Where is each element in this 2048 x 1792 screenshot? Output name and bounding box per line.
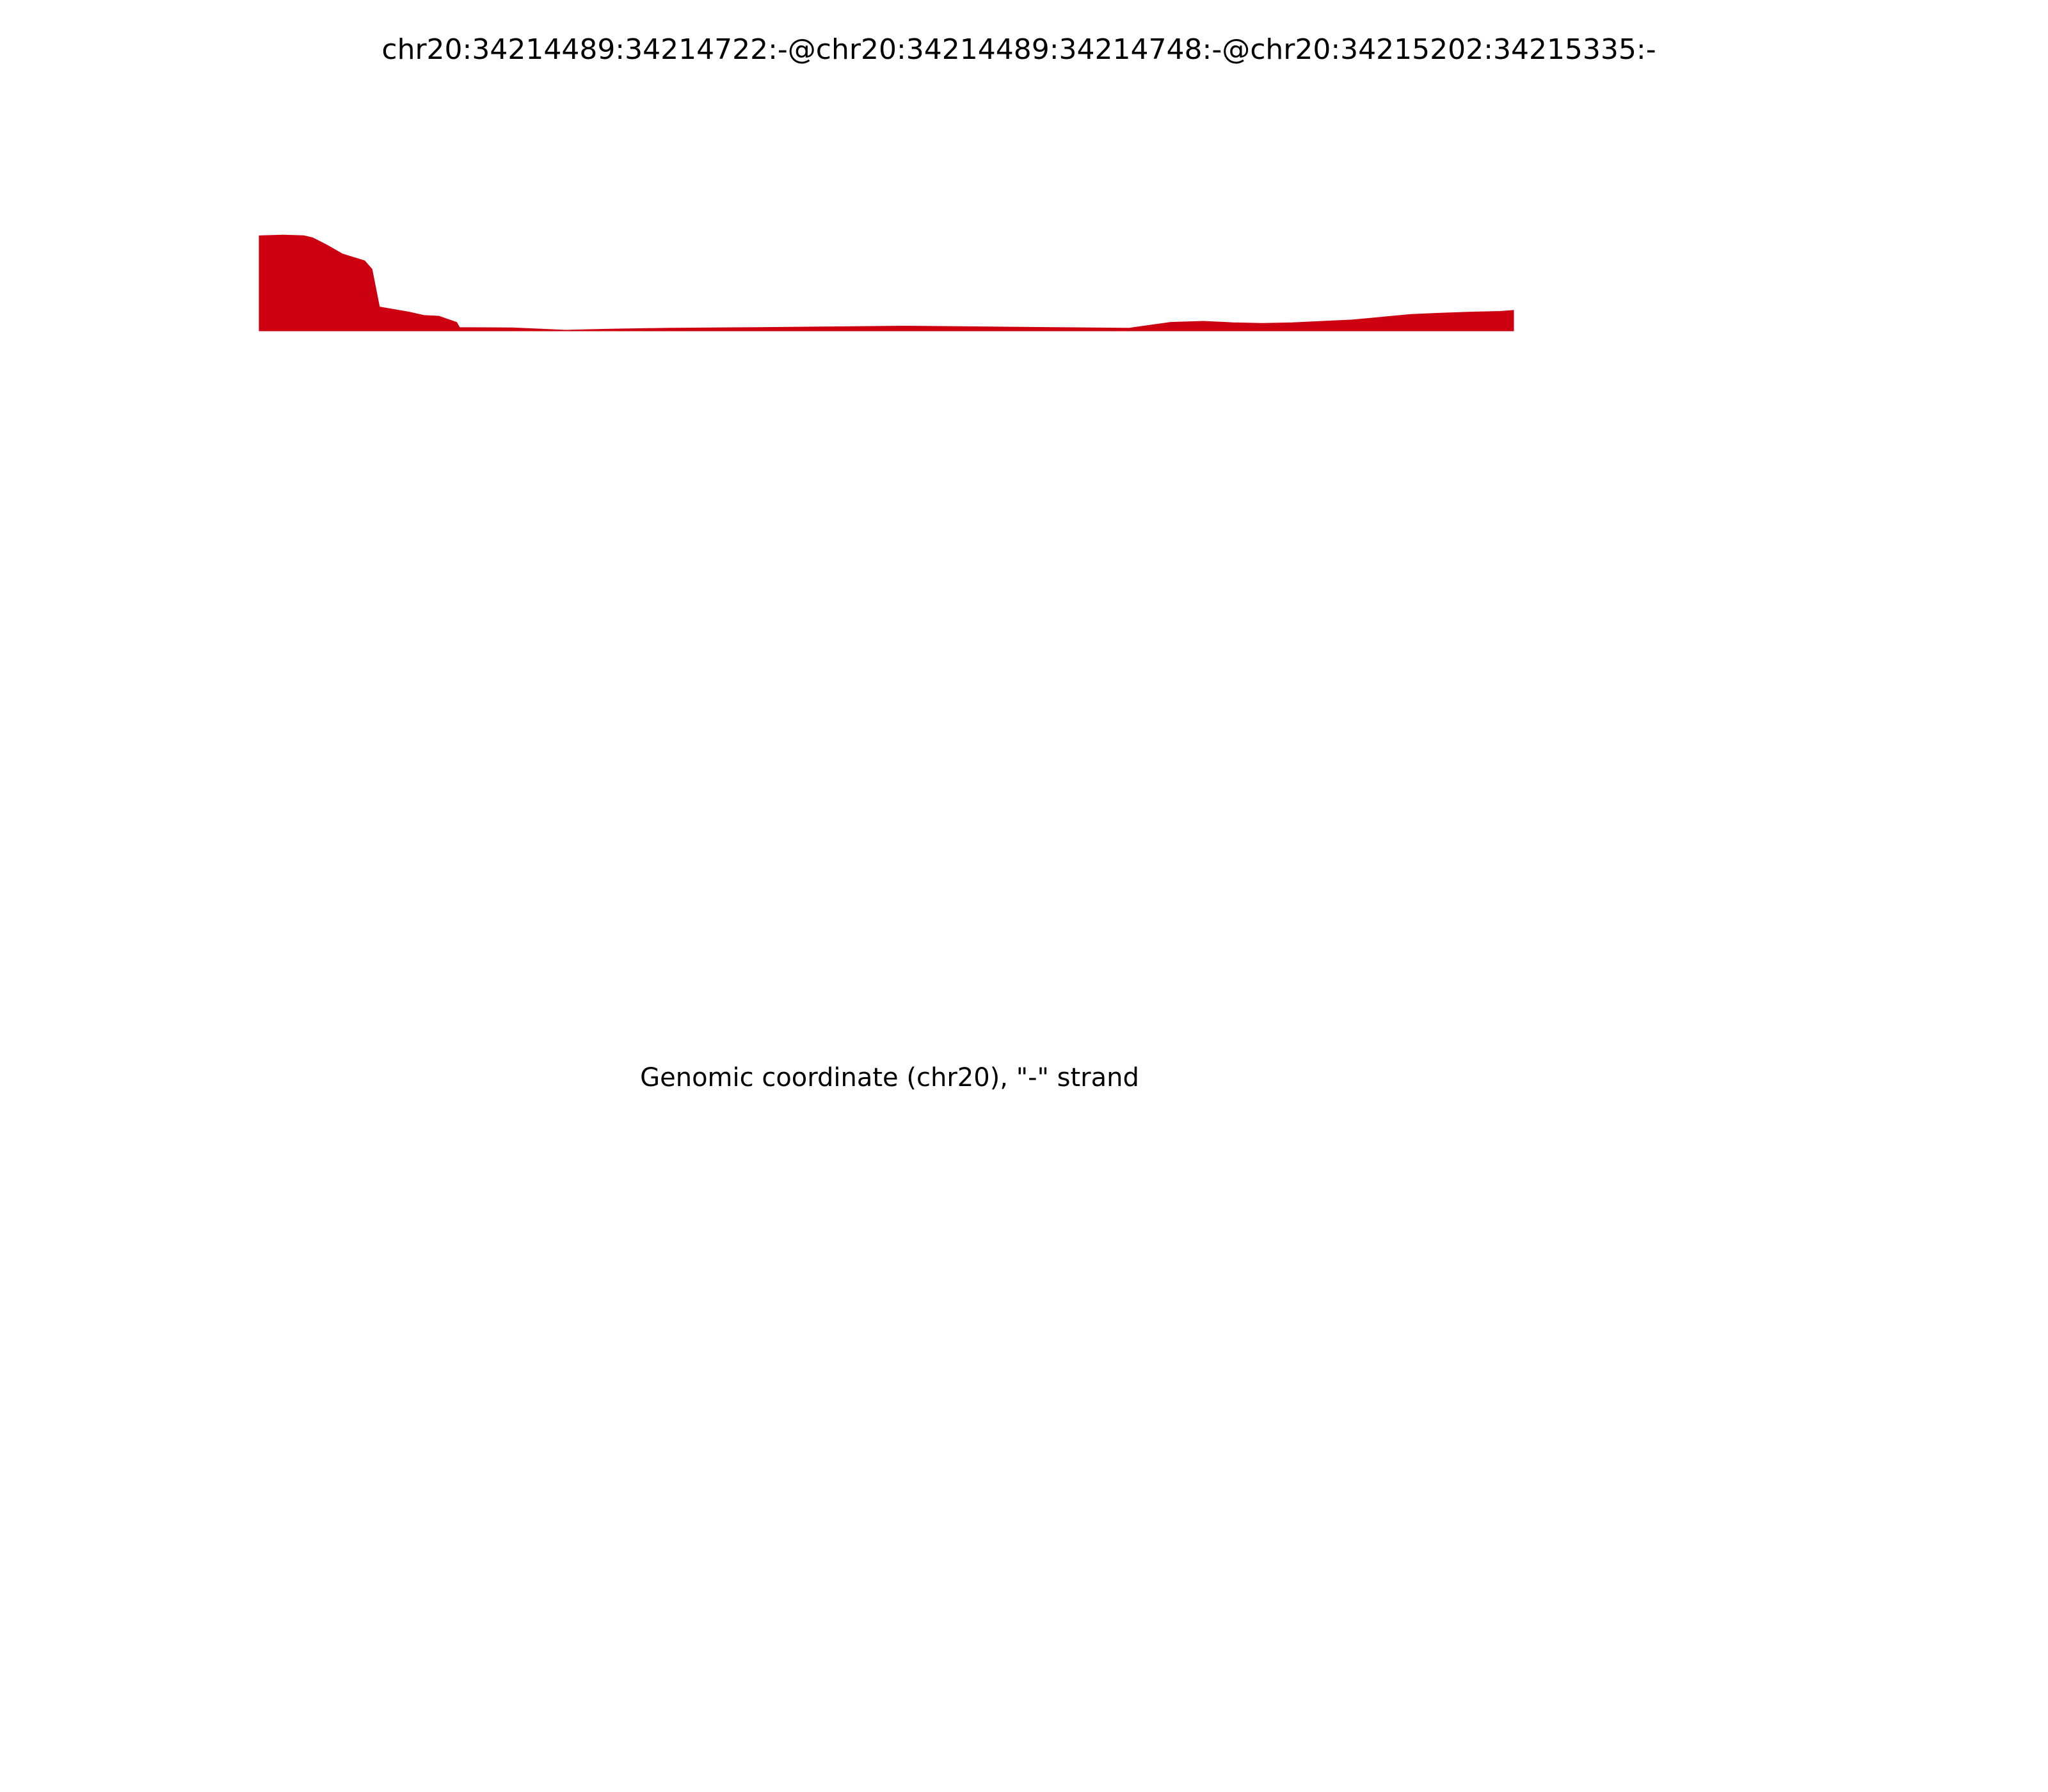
chart-title: chr20:34214489:34214722:-@chr20:34214489:34214748:-@chr20:34215202:34215335:- [381,33,1656,66]
x-axis-label: Genomic coordinate (chr20), "-" strand [640,1063,1139,1092]
